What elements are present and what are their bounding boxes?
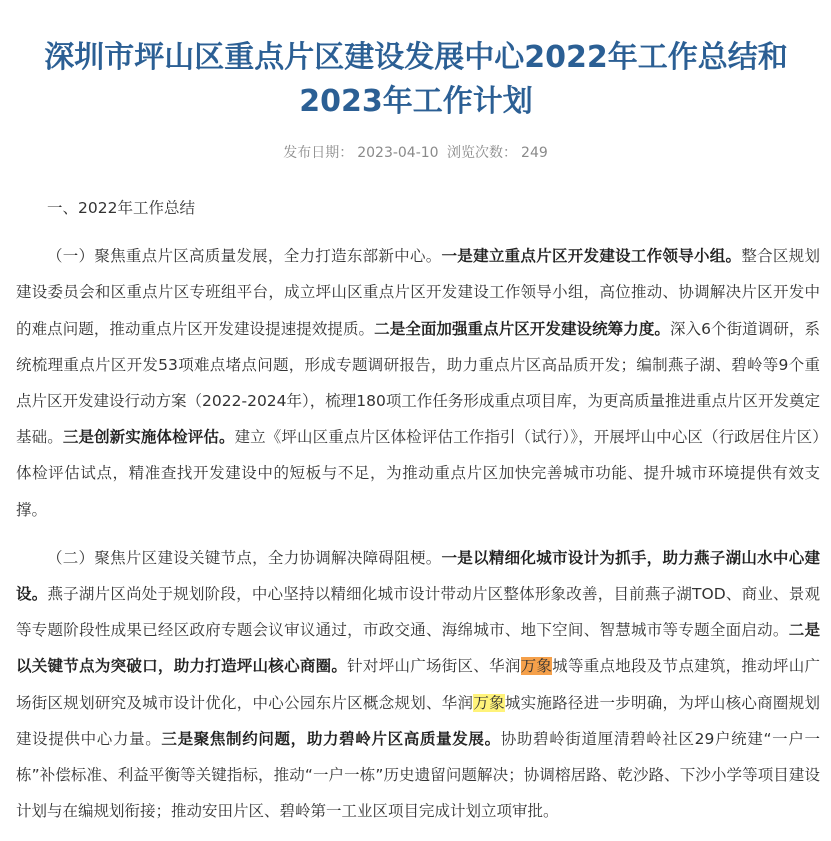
paragraph-text: 深入6个街道调研，系统梳理重点片区开发53项难点堵点问题，形成专题调研报告，助力重点片区高品质开发；编制燕子湖、碧岭等9个重点片区开发建设行动方案（2022-2024年），梳理180项工作任务形成重点项目库，为更高质量推进重点片区开发奠定基础。: [16, 319, 820, 447]
search-highlight: 万象: [520, 657, 553, 676]
publish-date-label: 发布日期：: [283, 145, 354, 161]
key-point: 三是创新实施体检评估。: [62, 428, 235, 447]
paragraph-text: 城等重点地段及节点建筑，推动坪山广场街区规划研究及城市设计优化，中心公园东片区概念规划、华润: [16, 657, 820, 712]
section-heading: 一、2022年工作总结: [47, 199, 195, 217]
key-point: 二是全面加强重点片区开发建设统筹力度。: [374, 319, 670, 338]
paragraph-text: 燕子湖片区尚处于规划阶段，中心坚持以精细化城市设计带动片区整体形象改善，目前燕子湖TOD、商业、景观等专题阶段性成果已经区政府专题会议审议通过，市政交通、海绵城市、地下空间、智慧城市等专题全面启动。: [16, 585, 820, 640]
paragraph-text: 整合区规划建设委员会和区重点片区专班组平台，成立坪山区重点片区开发建设工作领导小组，高位推动、协调解决片区开发中的难点问题，推动重点片区开发建设提速提效提质。: [16, 247, 820, 338]
key-point: 二是以关键节点为突破口，助力打造坪山核心商圈。: [16, 621, 820, 676]
key-point: 三是聚焦制约问题，助力碧岭片区高质量发展。: [161, 729, 501, 748]
paragraph-text: 城实施路径进一步明确，为坪山核心商圈规划建设提供中心力量。: [16, 693, 820, 748]
paragraph-text: 建立《坪山区重点片区体检评估工作指引（试行）》，开展坪山中心区（行政居住片区）体检评估试点，精准查找开发建设中的短板与不足，为推动重点片区加快完善城市功能、提升城市环境提供有效支撑。: [16, 428, 820, 519]
paragraph-text: 针对坪山广场街区、华润: [347, 657, 521, 676]
paragraph-text: （二）聚焦片区建设关键节点，全力协调解决障碍阻梗。: [47, 548, 442, 567]
key-point: 一是建立重点片区开发建设工作领导小组。: [441, 247, 742, 266]
article-title: 深圳市坪山区重点片区建设发展中心2022年工作总结和2023年工作计划: [44, 40, 788, 119]
article-meta: [0, 142, 831, 162]
paragraph-text: （一）聚焦重点片区高质量发展，全力打造东部新中心。: [47, 247, 442, 266]
publish-date: 2023-04-10: [357, 145, 439, 161]
view-count-label: 浏览次数：: [447, 145, 518, 161]
paragraph-1: [16, 238, 820, 528]
key-point: 一是以精细化城市设计为抓手，助力燕子湖山水中心建设。: [16, 548, 820, 604]
article-body: [16, 190, 820, 841]
paragraph-2: [16, 540, 820, 830]
search-highlight: 万象: [473, 693, 505, 712]
view-count: 249: [521, 145, 548, 161]
paragraph-text: 协助碧岭街道厘清碧岭社区29户统建“一户一栋”补偿标准、利益平衡等关键指标，推动“一户一栋”历史遗留问题解决；协调榕居路、乾沙路、下沙小学等项目建设计划与在编规划衔接；推动安田片区、碧岭第一工业区项目完成计划立项审批。: [16, 729, 820, 821]
